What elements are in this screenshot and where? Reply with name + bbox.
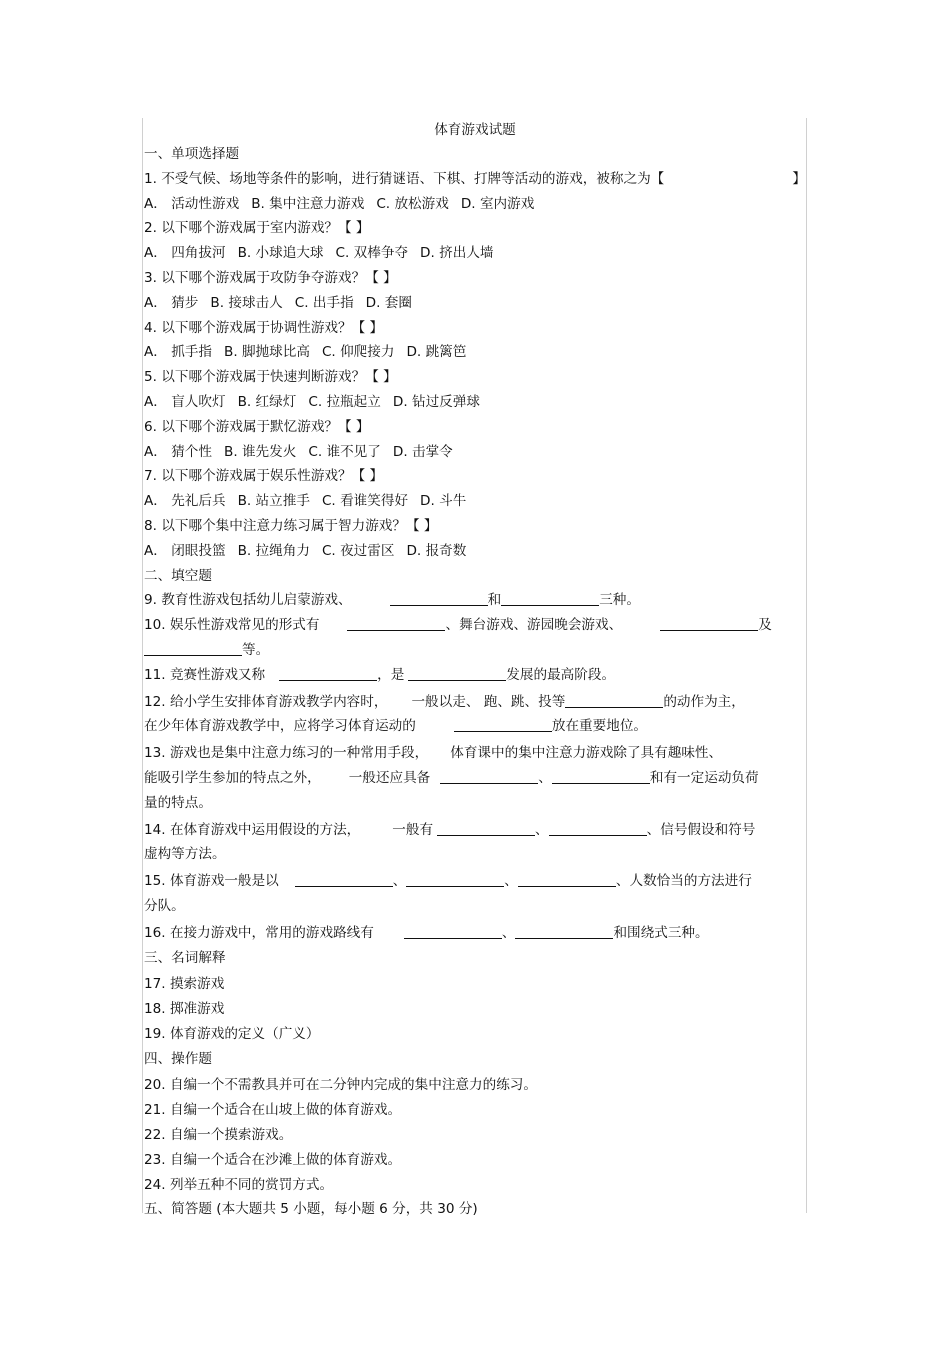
option: C. 谁不见了 (308, 443, 381, 460)
option: D. 击掌令 (392, 443, 453, 460)
options-4 (144, 340, 806, 365)
option: B. 小球追大球 (237, 245, 324, 262)
question-10-cont: 等。 (144, 638, 806, 663)
op-20: 20. 自编一个不需教具并可在二分钟内完成的集中注意力的练习。 (144, 1077, 537, 1094)
option: B. 谁先发火 (224, 443, 297, 460)
blank (440, 769, 538, 784)
option: A． 抓手指 (144, 344, 212, 361)
op-21: 21. 自编一个适合在山坡上做的体育游戏。 (144, 1102, 402, 1119)
blank (404, 924, 502, 939)
blank (279, 666, 377, 681)
blank (390, 591, 488, 606)
term-19: 19. 体育游戏的定义（广义） (144, 1025, 320, 1042)
option: C. 放松游戏 (376, 195, 449, 212)
blank (515, 924, 613, 939)
options-1 (144, 192, 806, 217)
option: A． 闭眼投篮 (144, 542, 226, 559)
option: C. 看谁笑得好 (321, 493, 409, 510)
option: A． 猜步 (144, 294, 199, 311)
blank (454, 717, 552, 732)
question-14: 14. 在体育游戏中运用假设的方法， 一般有 、 、信号假设和符号 (144, 821, 756, 838)
options-5 (144, 390, 806, 415)
page-title: 体育游戏试题 (434, 122, 516, 138)
blank (295, 872, 393, 887)
options-2 (144, 241, 806, 266)
question-12-cont: 在少年体育游戏教学中，应将学习体育运动的 放在重要地位。 (144, 718, 648, 735)
options-6 (144, 440, 806, 465)
section-heading: 二、填空题 (144, 567, 212, 584)
option: D. 室内游戏 (460, 195, 535, 212)
option: B. 接球击人 (210, 294, 283, 311)
term-17: 17. 摸索游戏 (144, 976, 225, 993)
question-5: 5. 以下哪个游戏属于快速判断游戏？【 】 (144, 369, 397, 386)
blank (552, 769, 650, 784)
question-4: 4. 以下哪个游戏属于协调性游戏？【 】 (144, 319, 384, 336)
section-heading: 三、名词解释 (144, 949, 226, 966)
blank (406, 872, 504, 887)
question-13-cont: 能吸引学生参加的特点之外， 一般还应具备 、 和有一定运动负荷 (144, 769, 759, 786)
blank (144, 641, 242, 656)
option: D. 套圈 (365, 294, 412, 311)
right-margin-line (806, 118, 807, 1213)
question-10: 10. 娱乐性游戏常见的形式有 、舞台游戏、游园晚会游戏、 及 (144, 617, 772, 634)
option: C. 夜过雷区 (321, 542, 395, 559)
blank (660, 616, 758, 631)
option: D. 报奇数 (406, 542, 467, 559)
question-12: 12. 给小学生安排体育游戏教学内容时， 一般以走、 跑、跳、投等 的动作为主， (144, 693, 745, 710)
op-23: 23. 自编一个适合在沙滩上做的体育游戏。 (144, 1151, 402, 1168)
option: C. 仰爬接力 (321, 344, 395, 361)
question-6: 6. 以下哪个游戏属于默忆游戏？【 】 (144, 418, 370, 435)
blank (501, 591, 599, 606)
options-8 (144, 539, 806, 564)
section-heading: 一、单项选择题 (144, 146, 240, 162)
blank (549, 821, 647, 836)
option: A． 四角拔河 (144, 245, 226, 262)
blank (437, 821, 535, 836)
section-heading: 五、简答题 (本大题共 5 小题，每小题 6 分，共 30 分) (144, 1201, 478, 1218)
question-3: 3. 以下哪个游戏属于攻防争夺游戏？【 】 (144, 269, 397, 286)
question-13: 13. 游戏也是集中注意力练习的一种常用手段， 体育课中的集中注意力游戏除了具有趣味性、 (144, 745, 723, 762)
option: A． 盲人吹灯 (144, 393, 226, 410)
question-13-cont2: 量的特点。 (144, 794, 212, 811)
option: A． 活动性游戏 (144, 195, 240, 212)
option: B. 集中注意力游戏 (251, 195, 365, 212)
option: D. 跳篱笆 (406, 344, 467, 361)
option: C. 出手指 (294, 294, 354, 311)
option: B. 脚抛球比高 (224, 344, 310, 361)
section-heading: 四、操作题 (144, 1050, 212, 1067)
question-14-cont: 虚构等方法。 (144, 846, 226, 863)
option: A． 先礼后兵 (144, 493, 226, 510)
blank (347, 616, 445, 631)
term-18: 18. 掷准游戏 (144, 1001, 225, 1018)
question-8: 8. 以下哪个集中注意力练习属于智力游戏？【 】 (144, 517, 438, 534)
option: D. 挤出人墙 (420, 245, 494, 262)
question-9: 9. 教育性游戏包括幼儿启蒙游戏、 和 三种。 (144, 592, 640, 609)
blank (408, 666, 506, 681)
option: C. 双棒争夺 (335, 245, 409, 262)
question-16: 16. 在接力游戏中，常用的游戏路线有 、 和围绕式三种。 (144, 924, 709, 941)
option: D. 钻过反弹球 (392, 393, 480, 410)
exam-content (144, 118, 806, 1222)
options-3 (144, 291, 806, 316)
option: B. 红绿灯 (237, 393, 297, 410)
question-2: 2. 以下哪个游戏属于室内游戏？【 】 (144, 220, 370, 237)
op-24: 24. 列举五种不同的赏罚方式。 (144, 1176, 334, 1193)
question-15-cont: 分队。 (144, 897, 185, 914)
options-7 (144, 489, 806, 514)
blank (565, 693, 663, 708)
left-margin-line (142, 118, 143, 1213)
op-22: 22. 自编一个摸索游戏。 (144, 1127, 293, 1144)
blank (518, 872, 616, 887)
option: D. 斗牛 (420, 493, 467, 510)
question-7: 7. 以下哪个游戏属于娱乐性游戏？【 】 (144, 468, 384, 485)
question-1: 1. 不受气候、场地等条件的影响，进行猜谜语、下棋、打牌等活动的游戏，被称之为【 】 (144, 170, 806, 187)
question-15: 15. 体育游戏一般是以 、 、 、人数恰当的方法进行 (144, 873, 752, 890)
question-11: 11. 竞赛性游戏又称 ，是 发展的最高阶段。 (144, 666, 616, 683)
option: B. 站立推手 (237, 493, 310, 510)
option: B. 拉绳角力 (237, 542, 310, 559)
option: C. 拉瓶起立 (308, 393, 381, 410)
option: A． 猜个性 (144, 443, 212, 460)
